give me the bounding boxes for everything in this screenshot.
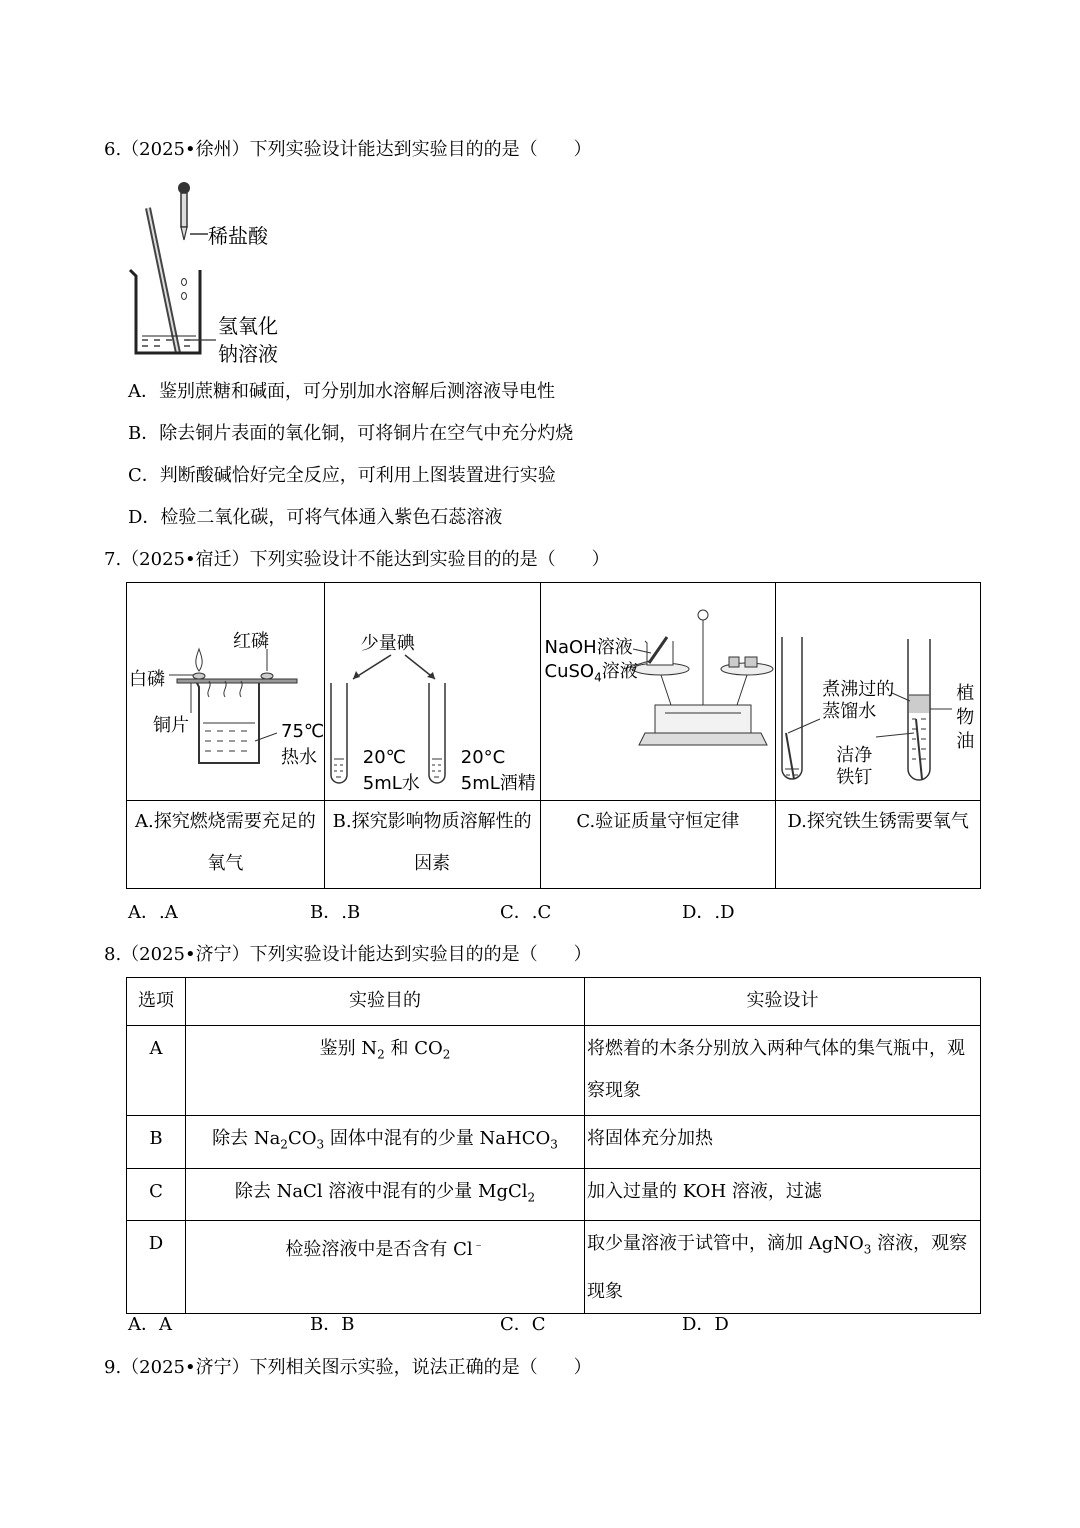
label-dilute-hcl: 稀盐酸: [208, 224, 268, 248]
na2-subscript: 2: [280, 1137, 288, 1152]
row-a-aim-mid: 和 CO: [384, 1038, 443, 1059]
q7-cell-d: [776, 583, 981, 801]
q6-stem: 6.（2025•徐州）下列实验设计能达到实验目的的是（ ）: [104, 139, 592, 160]
q8-row-a-design: [585, 1026, 981, 1116]
q8-row-b-design: 将固体充分加热: [585, 1116, 981, 1169]
caption-b-line1: B.探究影响物质溶解性的: [332, 811, 532, 832]
label-red-phosphorus: 红磷: [233, 631, 269, 652]
caption-a-line1: A.探究燃烧需要充足的: [135, 811, 316, 832]
q8-header-aim: 实验目的: [186, 978, 585, 1026]
row-d-design-text: 取少量溶液于试管中，滴加 AgNO: [587, 1233, 864, 1255]
label-copper-sheet: 铜片: [153, 715, 189, 736]
q7-answer-d: D．.D: [682, 902, 735, 923]
q6-option-a: A．鉴别蔗糖和碱面，可分别加水溶解后测溶液导电性: [128, 381, 555, 402]
q6-option-d: D．检验二氧化碳，可将气体通入紫色石蕊溶液: [128, 507, 503, 528]
q8-row-c-design: 加入过量的 KOH 溶液，过滤: [585, 1168, 981, 1221]
label-clean-nail-2: 铁钉: [836, 767, 873, 788]
q8-header-design: 实验设计: [585, 978, 981, 1026]
q7-answer-c: C．.C: [500, 902, 552, 923]
balance-apparatus: [541, 583, 776, 801]
label-naoh-line1: 氢氧化: [218, 314, 278, 338]
q6-figure: [128, 178, 298, 368]
q9-stem: 9.（2025•济宁）下列相关图示实验，说法正确的是（ ）: [104, 1357, 592, 1378]
row-d-aim-text: 检验溶液中是否含有 Cl: [285, 1239, 473, 1261]
q8-row-d-key: D: [127, 1221, 186, 1314]
caption-b-line2: 因素: [414, 853, 451, 874]
row-a-design-line2: 察现象: [587, 1080, 641, 1101]
q8-answer-c: C．C: [500, 1314, 546, 1335]
label-naoh-solution: [545, 633, 633, 659]
q7-table: [126, 582, 981, 889]
cuso4-subscript: 4: [594, 670, 602, 685]
label-oil-1: 植: [956, 683, 975, 704]
chloride-superscript: ﹣: [472, 1237, 485, 1252]
label-cuso4-solution: [545, 657, 638, 685]
row-d-design-tail: 溶液，观察: [871, 1233, 968, 1255]
q8-row-d-aim: [186, 1221, 585, 1314]
q8-stem: 8.（2025•济宁）下列实验设计能达到实验目的的是（ ）: [104, 944, 592, 965]
q7-stem: 7.（2025•宿迁）下列实验设计不能达到实验目的的是（ ）: [104, 549, 610, 570]
label-oil-3: 油: [956, 731, 975, 752]
label-oil-2: 物: [956, 707, 975, 728]
q7-caption-d: [776, 801, 981, 889]
label-iodine: 少量碘: [360, 633, 415, 654]
label-white-phosphorus: 白磷: [129, 669, 165, 690]
label-tube1-water: 5mL水: [362, 773, 420, 794]
q8-row-d-design: [585, 1221, 981, 1314]
q8-table: [126, 977, 981, 1314]
cuso4-formula: CuSO: [544, 661, 595, 682]
q8-row-a-key: A: [127, 1026, 186, 1116]
q7-caption-b: [324, 801, 540, 889]
caption-d-line1: D.探究铁生锈需要氧气: [787, 811, 969, 832]
label-naoh-line2: 钠溶液: [218, 342, 278, 366]
row-b-aim-post: 固体中混有的少量 NaHCO: [324, 1128, 551, 1149]
row-b-aim-mid: CO: [287, 1128, 317, 1149]
q7-caption-c: [540, 801, 776, 889]
n2-subscript: 2: [377, 1047, 385, 1062]
q6-option-c: C．判断酸碱恰好完全反应，可利用上图装置进行实验: [128, 465, 556, 486]
q8-row-c-aim: [186, 1168, 585, 1221]
q7-cell-c: [540, 583, 776, 801]
q7-answer-a: A．.A: [128, 902, 178, 923]
q8-answer-b: B．B: [310, 1314, 355, 1335]
label-boiled-water-2: 蒸馏水: [822, 701, 877, 722]
q8-row-b-aim: [186, 1116, 585, 1169]
cuso4-tail: 溶液: [601, 661, 638, 682]
label-tube2-temp: 20°C: [460, 747, 506, 768]
row-b-aim-text: 除去 Na: [212, 1128, 281, 1149]
q8-header-key: 选项: [127, 978, 186, 1026]
q8-answer-a: A．A: [128, 1314, 172, 1335]
q8-row-c-key: C: [127, 1168, 186, 1221]
row-c-aim-text: 除去 NaCl 溶液中混有的少量 MgCl: [234, 1180, 528, 1202]
label-75c: 75℃: [281, 721, 325, 742]
mgcl2-subscript: 2: [527, 1190, 536, 1205]
row-d-design-line1: [587, 1223, 980, 1271]
agno3-subscript: 3: [863, 1242, 872, 1257]
label-clean-nail-1: 洁净: [836, 745, 873, 766]
q7-cell-b: [324, 583, 540, 801]
label-tube1-temp: 20℃: [362, 747, 406, 768]
row-a-design-line1: 将燃着的木条分别放入两种气体的集气瓶中，观: [587, 1038, 965, 1059]
naoh-solution-text: NaOH溶液: [544, 637, 633, 658]
co3-subscript: 3: [316, 1137, 325, 1152]
caption-c-line1: C.验证质量守恒定律: [576, 811, 740, 832]
q8-answer-d: D．D: [682, 1314, 729, 1335]
nahco3-subscript: 3: [550, 1137, 558, 1152]
q8-row-b-key: B: [127, 1116, 186, 1169]
row-a-aim-text: 鉴别 N: [319, 1038, 378, 1059]
co2-subscript: 2: [442, 1047, 451, 1062]
label-tube2-alcohol: 5mL酒精: [460, 773, 536, 794]
label-boiled-water-1: 煮沸过的: [822, 679, 895, 700]
q8-row-a-aim: [186, 1026, 585, 1116]
q7-caption-a: [127, 801, 325, 889]
label-hot-water: 热水: [281, 747, 317, 768]
row-d-design-line2: 现象: [587, 1280, 623, 1302]
q6-option-b: B．除去铜片表面的氧化铜，可将铜片在空气中充分灼烧: [128, 423, 574, 444]
q7-answer-b: B．.B: [310, 902, 361, 923]
caption-a-line2: 氧气: [207, 853, 244, 874]
q7-cell-a: [127, 583, 325, 801]
